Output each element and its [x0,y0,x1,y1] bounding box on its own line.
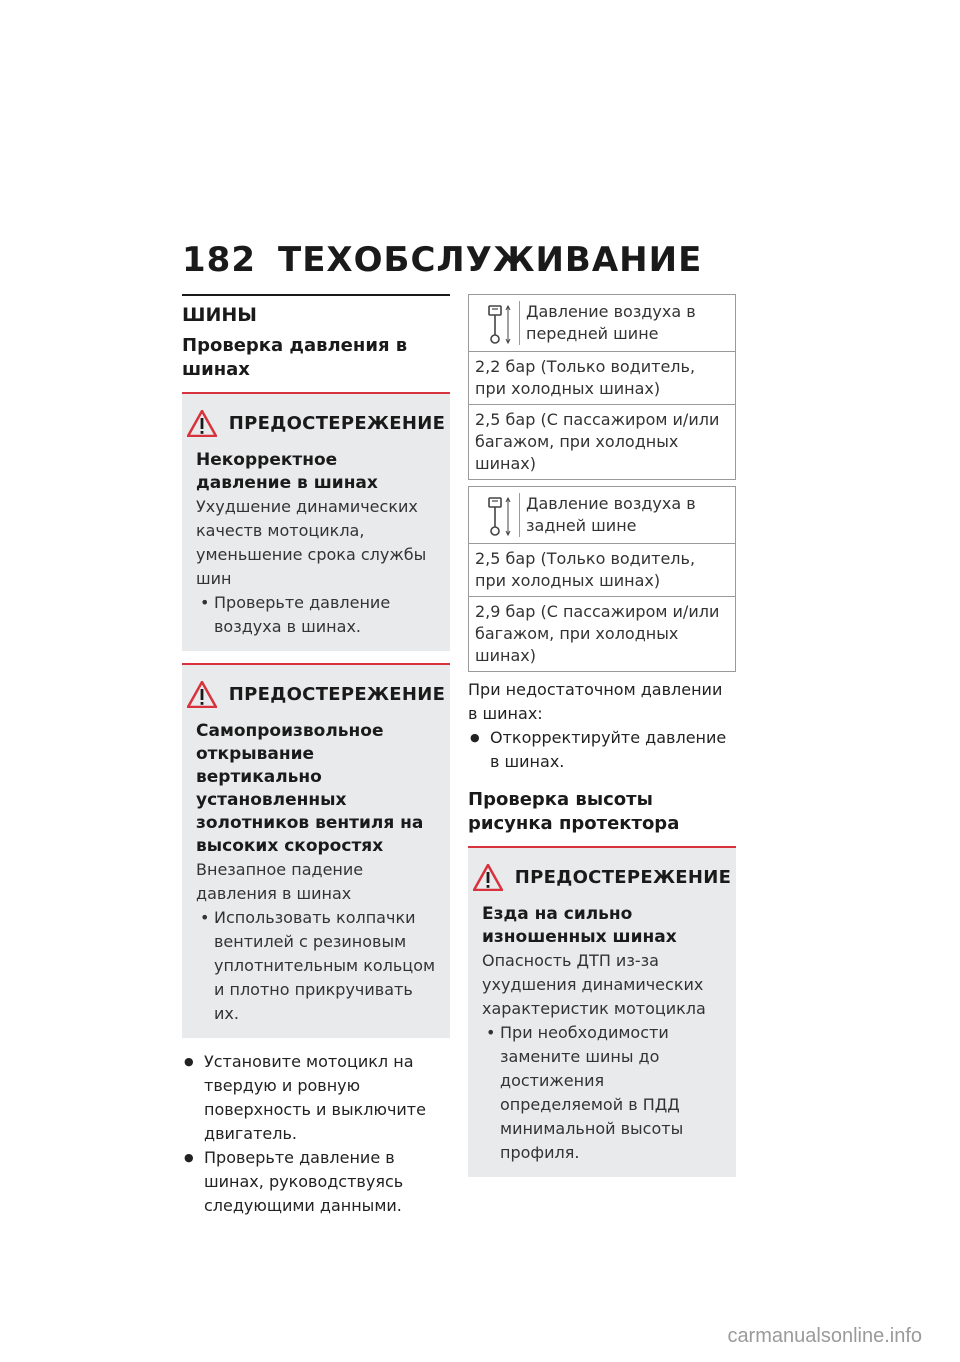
front-pressure-table [468,294,736,480]
warning-triangle-icon [187,681,217,708]
table-row: 2,2 бар (Только водитель, при холодных шинах) [469,352,735,405]
warning-head [482,864,732,891]
warning-box-valve [182,663,450,1038]
warning-triangle-icon [187,410,217,437]
left-column [182,294,450,1218]
sub-title-pressure: Проверка давления в шинах [182,335,408,380]
warning-bullet: • Проверьте давление воздуха в шинах. [196,591,436,639]
warning-label: ПРЕДОСТЕРЕЖЕНИЕ [514,867,732,888]
warning-bullet: • При необходимости замените шины до достижения определяемой в ПДД минимальной высоты профиля. [482,1021,722,1165]
section-title: ШИНЫ [182,294,450,326]
warning-triangle-icon [473,864,503,891]
warning-bullet: • Использовать колпачки вентилей с резиновым уплотнительным кольцом и плотно прикручивать их. [196,906,436,1026]
table-row: 2,5 бар (Только водитель, при холодных шинах) [469,544,735,597]
step-item: ● Откорректируйте давление в шинах. [468,726,736,774]
chapter-title: ТЕХОБСЛУЖИВАНИЕ [278,240,703,280]
tire-pressure-gauge-icon [483,303,513,345]
sub-title-tread: Проверка высоты рисунка протектора [468,789,680,834]
tire-pressure-gauge-icon [483,495,513,537]
warning-head [196,410,446,437]
warning-head [196,681,446,708]
table-header [469,295,735,352]
right-column [468,294,736,1189]
table-row: 2,9 бар (С пассажиром и/или багажом, при холодных шинах) [475,602,720,665]
page-number: 182 [182,240,256,280]
warning-text: Внезапное падение давления в шинах [196,860,364,903]
rear-pressure-table [468,486,736,672]
table-header-text: Давление воздуха в задней шине [519,493,727,537]
warning-label: ПРЕДОСТЕРЕЖЕНИЕ [228,413,446,434]
warning-label: ПРЕДОСТЕРЕЖЕНИЕ [228,684,446,705]
table-header [469,487,735,544]
table-header-text: Давление воздуха в передней шине [519,301,727,345]
warning-text: Ухудшение динамических качеств мотоцикла, уменьшение срока службы шин [196,497,427,588]
watermark: carmanualsonline.info [727,1325,922,1347]
table-row: 2,5 бар (С пассажиром и/или багажом, при холодных шинах) [475,410,720,473]
warning-title: Самопроизвольное открывание вертикально установленных золотников вентиля на высоких скоростях [196,721,424,856]
warning-box-pressure [182,392,450,651]
insufficient-pressure-text: При недостаточном давлении в шинах: [468,680,723,723]
warning-title: Некорректное давление в шинах [196,450,378,493]
warning-title: Езда на сильно изношенных шинах [482,904,677,947]
step-item: ● Проверьте давление в шинах, руководствуясь следующими данными. [182,1146,450,1218]
page-header [182,240,702,280]
warning-text: Опасность ДТП из-за ухудшения динамических характеристик мотоцикла [482,951,706,1018]
warning-box-tread [468,846,736,1177]
step-item: ● Установите мотоцикл на твердую и ровную поверхность и выключите двигатель. [182,1050,450,1146]
